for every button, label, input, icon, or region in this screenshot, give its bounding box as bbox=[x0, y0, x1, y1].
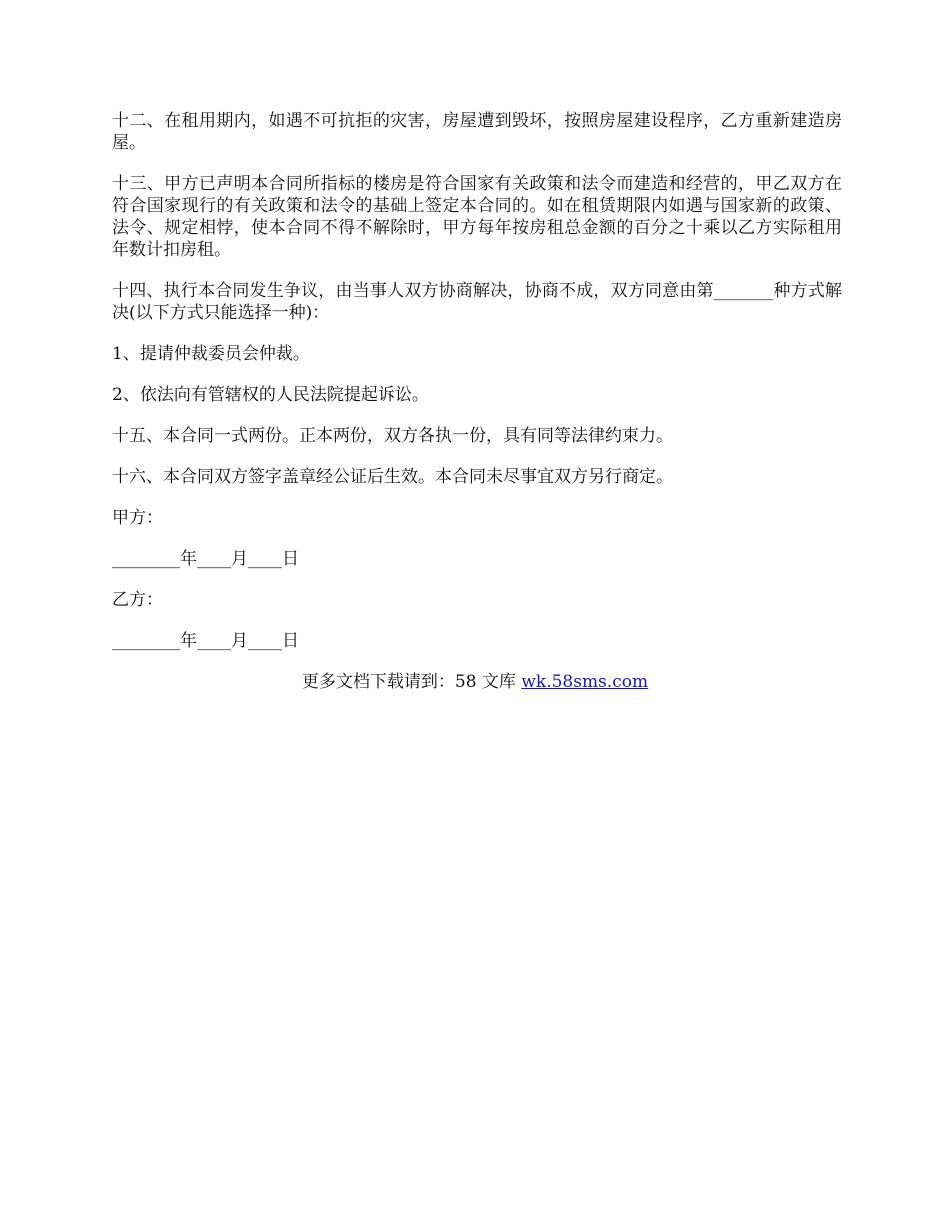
party-a-date: ________年____月____日 bbox=[112, 549, 299, 569]
clause-12: 十二、在租用期内，如遇不可抗拒的灾害，房屋遭到毁坏，按照房屋建设程序，乙方重新建造房屋。 bbox=[112, 111, 842, 153]
option-2: 2、依法向有管辖权的人民法院提起诉讼。 bbox=[112, 385, 429, 405]
party-a-label: 甲方： bbox=[112, 508, 163, 528]
document-body bbox=[112, 110, 842, 693]
clause-16: 十六、本合同双方签字盖章经公证后生效。本合同未尽事宜双方另行商定。 bbox=[112, 467, 673, 487]
party-b-date: ________年____月____日 bbox=[112, 631, 299, 651]
footer bbox=[112, 671, 838, 693]
option-1: 1、提请仲裁委员会仲裁。 bbox=[112, 344, 310, 364]
clause-13: 十三、甲方已声明本合同所指标的楼房是符合国家有关政策和法令而建造和经营的，甲乙双方在符合国家现行的有关政策和法令的基础上签定本合同的。如在租赁期限内如遇与国家新的政策、法令、规定相悖，使本合同不得不解除时，甲方每年按房租总金额的百分之十乘以乙方实际租用年数计扣房租。 bbox=[112, 174, 842, 260]
footer-link[interactable]: wk.58sms.com bbox=[521, 672, 649, 692]
clause-15: 十五、本合同一式两份。正本两份，双方各执一份，具有同等法律约束力。 bbox=[112, 426, 673, 446]
clause-14: 十四、执行本合同发生争议，由当事人双方协商解决，协商不成，双方同意由第_______种方式解决(以下方式只能选择一种)： bbox=[112, 281, 842, 323]
party-b-label: 乙方： bbox=[112, 590, 163, 610]
footer-text: 更多文档下载请到：58 文库 bbox=[301, 672, 522, 692]
